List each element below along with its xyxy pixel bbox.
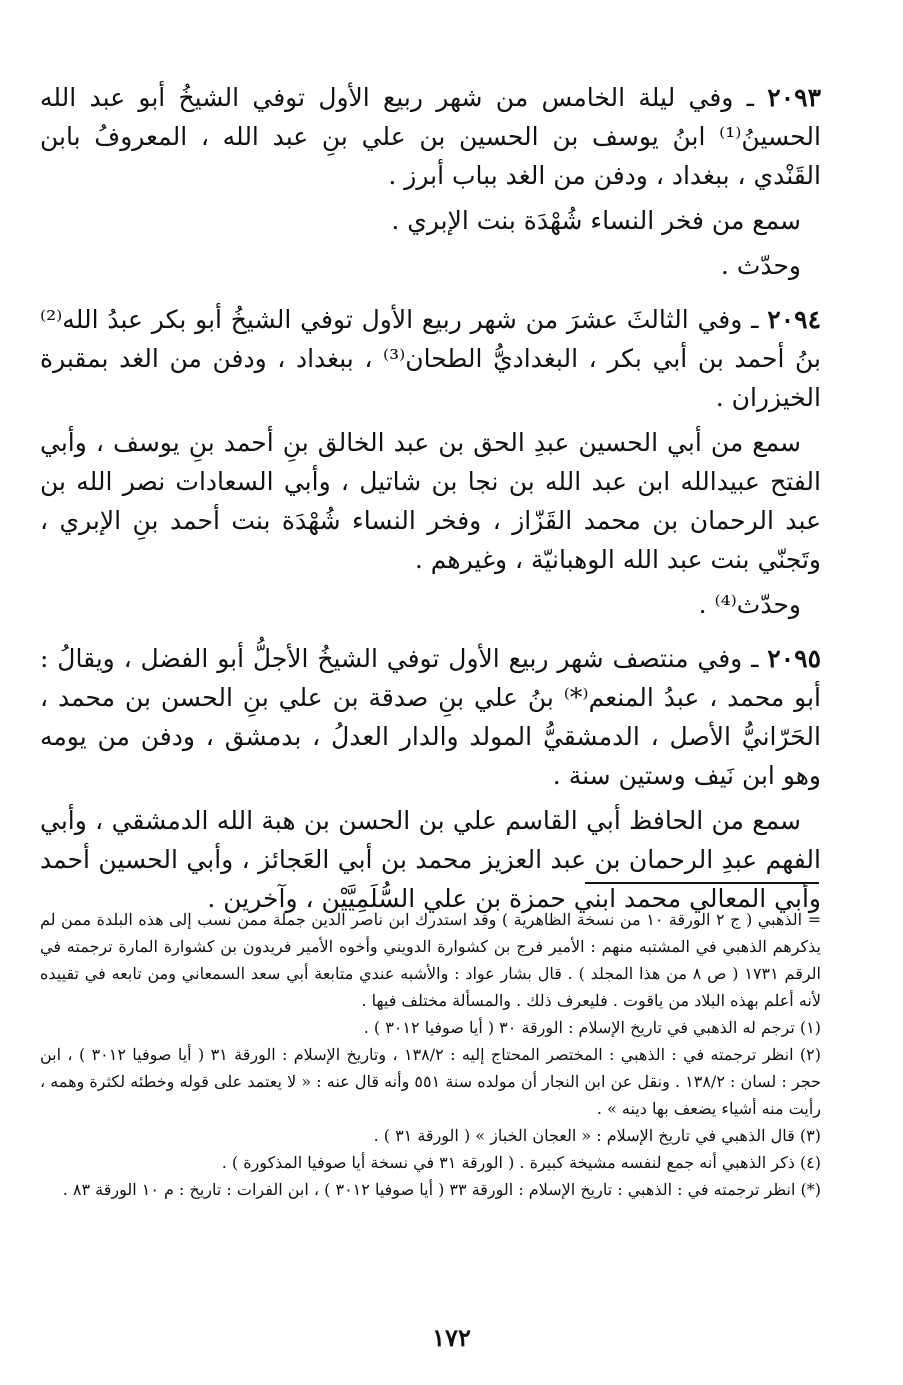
main-text [40, 78, 821, 933]
entry-heading [40, 78, 821, 195]
entry-number: ٢٠٩٤ [767, 305, 821, 334]
page-number: ١٧٢ [432, 1323, 471, 1352]
footnote-divider [585, 882, 819, 884]
entry-number: ٢٠٩٥ [767, 644, 821, 673]
entry-paragraph: سمع من أبي الحسين عبدِ الحق بن عبد الخالق بنِ أحمد بنِ يوسف ، وأبي الفتح عبيدالله ابن عبد الله بن نجا بن شاتيل ، وأبي السعادات نصر الله بن عبد الرحمان بن محمد القَزّاز ، وفخر النساء شُهْدَة بنت أحمد بنِ الإبري ، وتَجنّي بنت عبد الله الوهبانيّة ، وغيرهم . [40, 428, 821, 574]
entry-paragraph: سمع من فخر النساء شُهْدَة بنت الإبري . [391, 206, 801, 235]
entry-number: ٢٠٩٣ [767, 83, 821, 112]
entry-heading [40, 300, 821, 417]
footnote-4: (٤) ذكر الذهبي أنه جمع لنفسه مشيخة كبيرة . ( الورقة ٣١ في نسخة أيا صوفيا المذكورة ) . [221, 1153, 821, 1172]
entry-paragraph: سمع من الحافظ أبي القاسم علي بن الحسن بن هبة الله الدمشقي ، وأبي الفهم عبدِ الرحمان بن عبد العزيز محمد بن أبي العَجائز ، وأبي الحسين أحمد وأبي المعالي محمد ابني حمزة بن علي السُّلَمِيَّيْن ، وآخرين . [40, 806, 821, 913]
entry-heading-text: ـ وفي منتصف شهر ربيع الأول توفي الشيخُ الأجلُّ أبو الفضل ، ويقالُ : أبو محمد ، عبدُ المنعم⁽*⁾ بنُ علي بنِ صدقة بن علي بنِ الحسن بن محمد ، الحَرّانيُّ الأصل ، الدمشقيُّ المولد والدار العدلُ ، بدمشق ، ودفن من يومه وهو ابن نَيف وستين سنة . [40, 644, 821, 790]
footnote-1: (١) ترجم له الذهبي في تاريخ الإسلام : الورقة ٣٠ ( أيا صوفيا ٣٠١٢ ) . [363, 1018, 821, 1037]
entry-2094 [40, 300, 821, 624]
entry-heading-text: ـ وفي الثالثَ عشرَ من شهر ربيع الأول توفي الشيخُ أبو بكر عبدُ الله⁽²⁾ بنُ أحمد بن أبي بكر ، البغداديُّ الطحان⁽³⁾ ، ببغداد ، ودفن من الغد بمقبرة الخيزران . [40, 305, 821, 412]
footnotes [40, 906, 821, 1203]
entry-heading-text: ـ وفي ليلة الخامس من شهر ربيع الأول توفي الشيخُ أبو عبد الله الحسينُ⁽¹⁾ ابنُ يوسف بن الحسين بن علي بنِ عبد الله ، المعروفُ بابن القَنْدي ، ببغداد ، ودفن من الغد بباب أبرز . [40, 83, 821, 190]
entry-paragraph: وحدّث⁽⁴⁾ . [698, 590, 801, 619]
entry-2093 [40, 78, 821, 285]
footnote-continuation: = الذهبي ( ج ٢ الورقة ١٠ من نسخة الظاهرية ) وقد استدرك ابن ناصر الدين جملة ممن نسب إلى هذه البلدة ممن لم يذكرهم الذهبي في المشتبه منهم : الأمير فرج بن كشوارة الدويني وأخوه الأمير فريدون بن كشوارة المارة ترجمته في الرقم ١٧٣١ ( ص ٨ من هذا المجلد ) . قال بشار عواد : والأشبه عندي متابعة أبي سعد السمعاني ومن تابعه في تقييده لأنه أعلم بهذه البلاد من ياقوت . فليعرف ذلك . والمسألة مختلف فيها . [40, 910, 821, 1010]
entry-paragraph: وحدّث . [720, 251, 801, 280]
footnote-2: (٢) انظر ترجمته في : الذهبي : المختصر المحتاج إليه : ١٣٨/٢ ، وتاريخ الإسلام : الورقة ٣١ ( أيا صوفيا ٣٠١٢ ) ، ابن حجر : لسان : ١٣٨/٢ . ونقل عن ابن النجار أن مولده سنة ٥٥١ وأنه قال عنه : « لا يعتمد على قوله وخطئه لكثرة وهمه ، رأيت منه أشياء يضعف بها دينه » . [40, 1045, 821, 1118]
entry-2095 [40, 639, 821, 918]
footnote-3: (٣) قال الذهبي في تاريخ الإسلام : « العجان الخباز » ( الورقة ٣١ ) . [373, 1126, 821, 1145]
footnote-star: (*) انظر ترجمته في : الذهبي : تاريخ الإسلام : الورقة ٣٣ ( أيا صوفيا ٣٠١٢ ) ، ابن الفرات : تاريخ : م ١٠ الورقة ٨٣ . [62, 1180, 821, 1199]
entry-heading [40, 639, 821, 795]
